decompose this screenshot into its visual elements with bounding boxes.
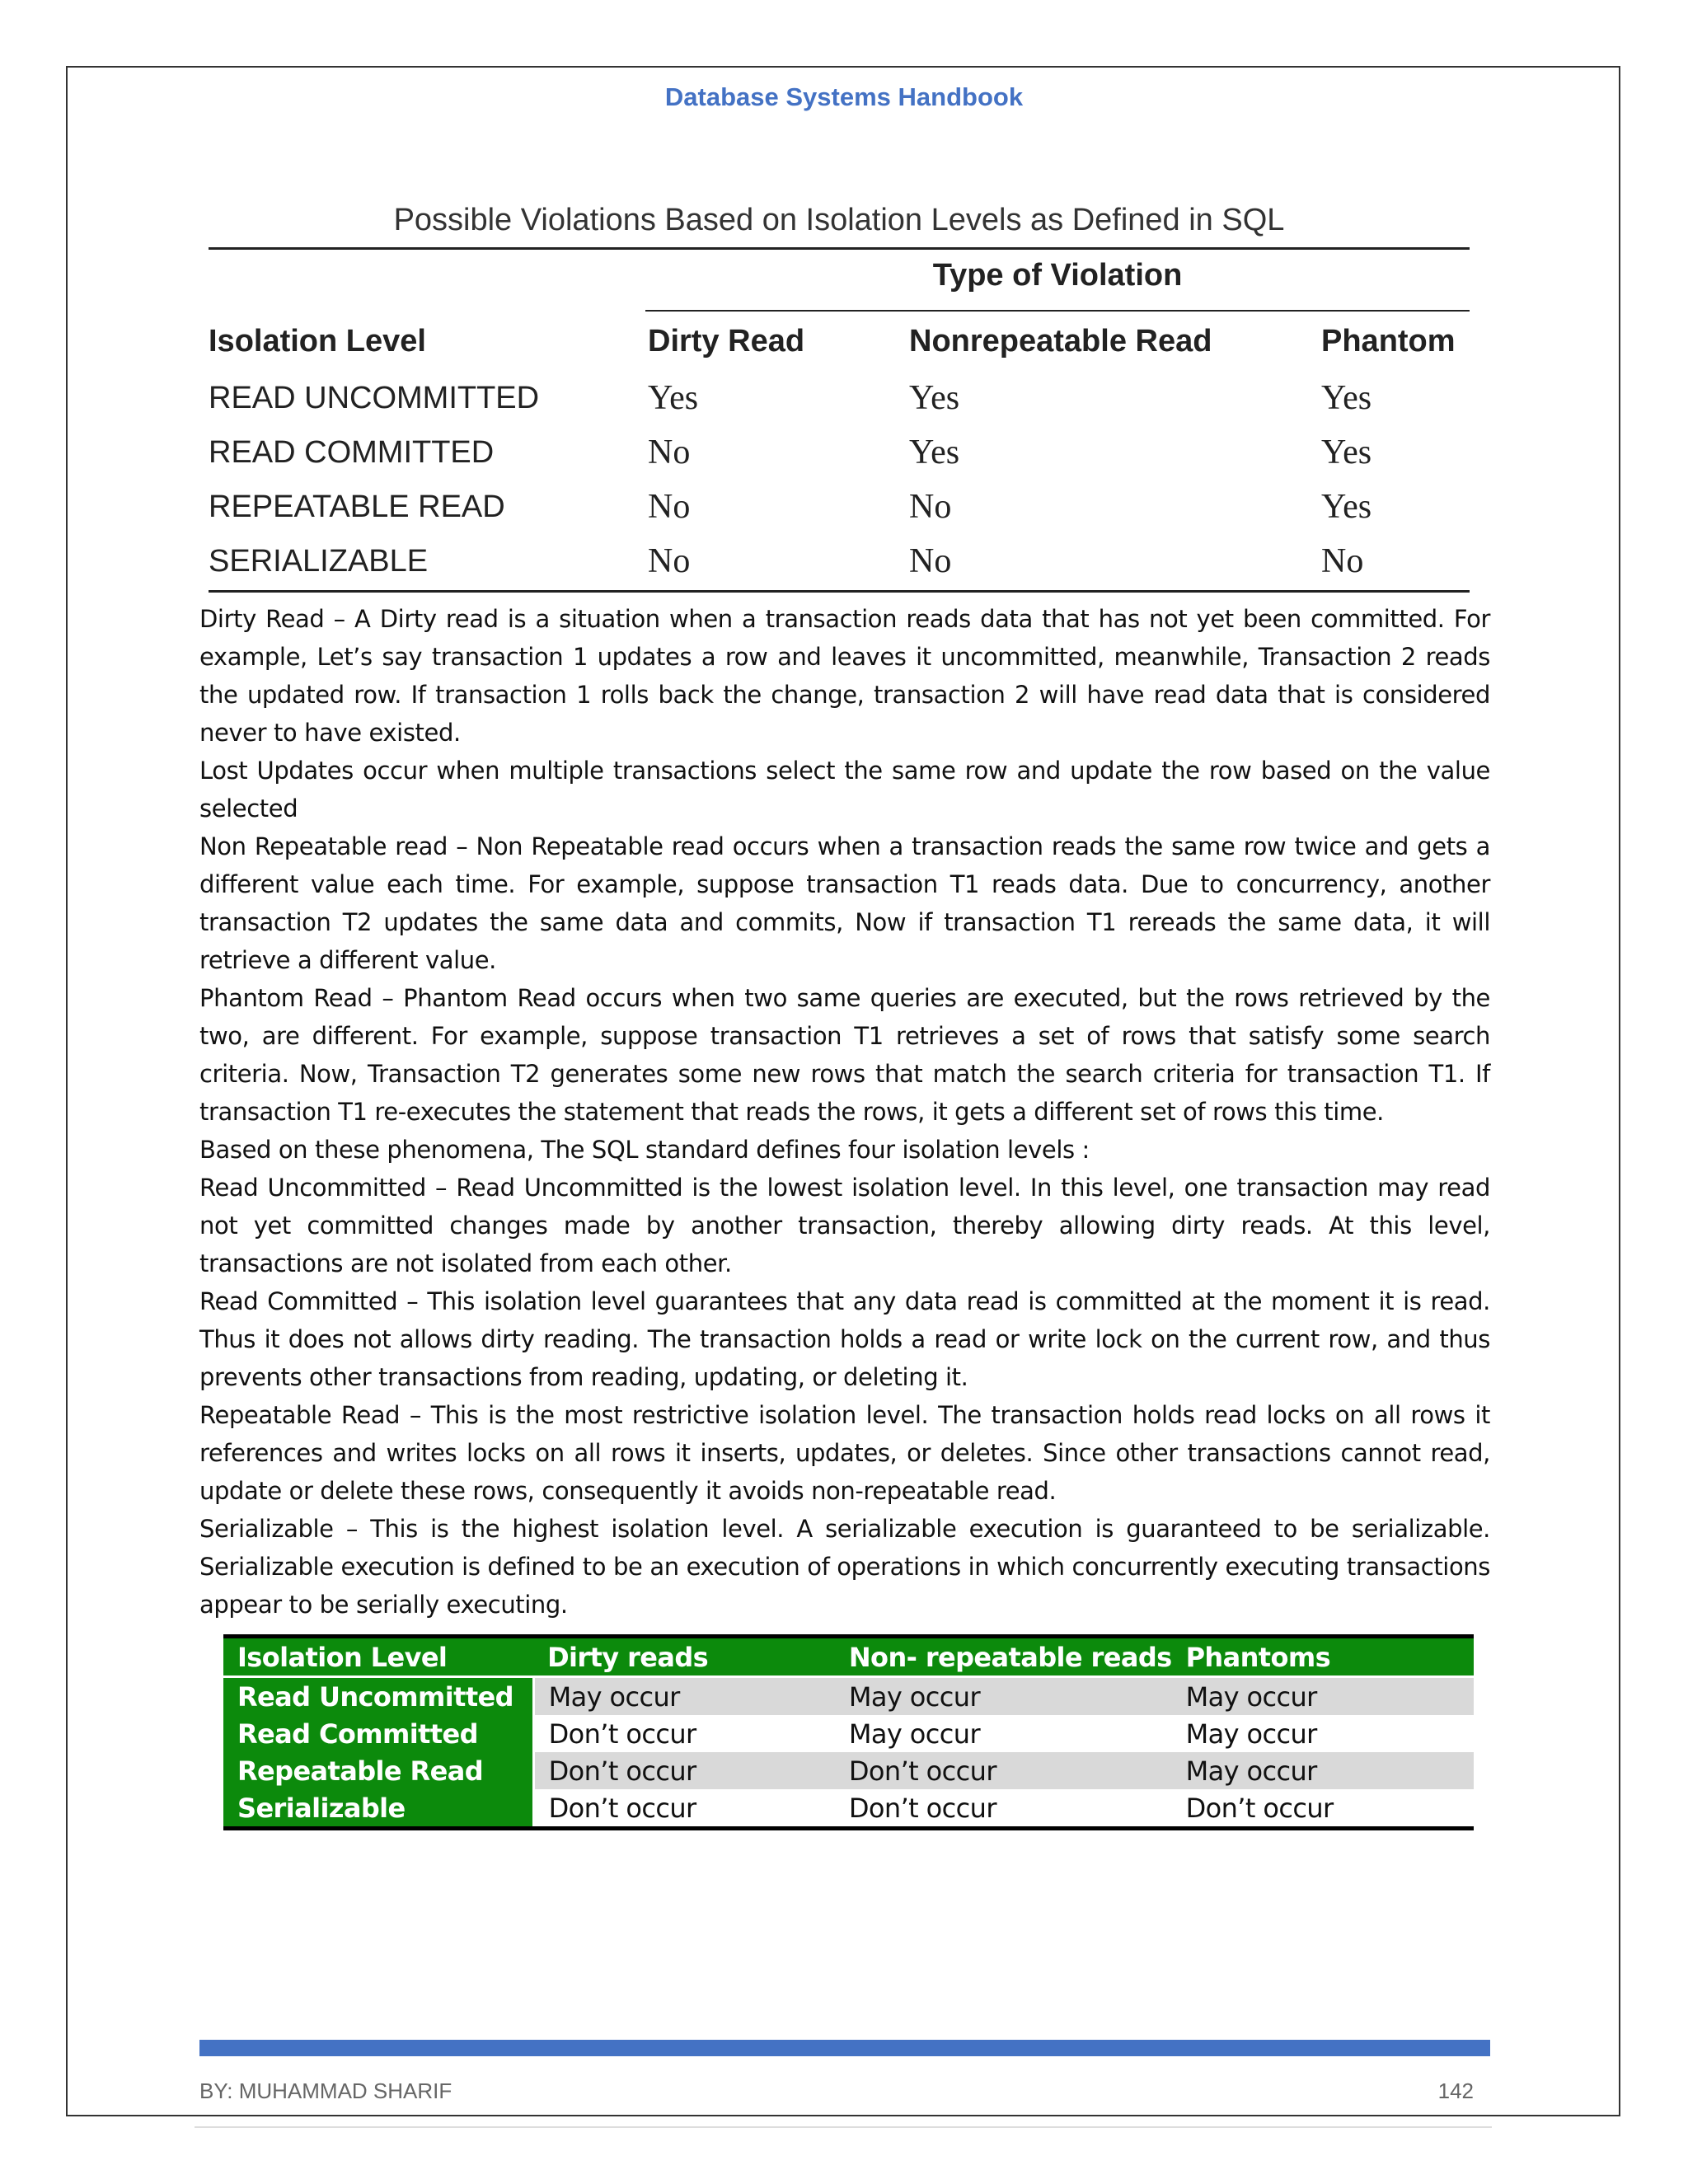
dirty-read-cell: No	[648, 434, 691, 471]
col-header-dirty-read: Dirty Read	[648, 324, 805, 359]
figure-title: Possible Violations Based on Isolation Levels as Defined in SQL	[393, 203, 1285, 237]
table-cell: May occur	[1172, 1715, 1474, 1752]
isolation-level-table	[223, 1634, 1474, 1830]
paragraph-lost-updates: Lost Updates occur when multiple transactions select the same row and update the row based on the value selected	[199, 757, 1490, 823]
table-header-row	[223, 1637, 1474, 1677]
footer-bar	[199, 2040, 1490, 2056]
figure-bottom-rule	[209, 590, 1470, 593]
isolation-level-cell: REPEATABLE READ	[209, 490, 505, 524]
dirty-read-cell: No	[648, 542, 691, 580]
isolation-violations-figure	[209, 199, 1470, 593]
row-header-cell: Read Uncommitted	[223, 1677, 533, 1716]
table-cell: Don’t occur	[533, 1789, 835, 1829]
col-header-nonrepeatable-read: Nonrepeatable Read	[909, 324, 1212, 359]
table-cell: May occur	[835, 1677, 1172, 1716]
paragraph-nonrepeatable-read: Non Repeatable read – Non Repeatable read occurs when a transaction reads the same row twice and gets a different value each time. For example, suppose transaction T1 reads data. Due to concurrency, another transaction T2 updates the same data and commits, Now if transaction T1 rereads the same data, it will retrieve a different value.	[199, 832, 1490, 974]
page-bottom-line	[195, 2126, 1492, 2128]
dirty-read-cell: No	[648, 488, 691, 526]
table-cell: Don’t occur	[835, 1789, 1172, 1829]
table-cell: Don’t occur	[1172, 1789, 1474, 1829]
col-header-isolation-level: Isolation Level	[209, 324, 426, 359]
table-cell: Don’t occur	[835, 1752, 1172, 1789]
table-row	[223, 1715, 1474, 1752]
table-cell: Don’t occur	[533, 1752, 835, 1789]
figure-group-header	[209, 250, 1470, 312]
row-header-cell: Repeatable Read	[223, 1752, 533, 1789]
figure-row	[209, 480, 1470, 534]
nonrepeatable-read-cell: No	[909, 488, 952, 526]
page-number: 142	[1437, 2079, 1474, 2103]
paragraph-repeatable-read: Repeatable Read – This is the most restrictive isolation level. The transaction holds read locks on all rows it references and writes locks on all rows it inserts, updates, or deletes. Since other transactions cannot read, update or delete these rows, consequently it avoids non-repeatable read.	[199, 1401, 1490, 1505]
paragraph-dirty-read: Dirty Read – A Dirty read is a situation when a transaction reads data that has not yet been committed. For example, Let’s say transaction 1 updates a row and leaves it uncommitted, meanwhile, Transaction 2 reads the updated row. If transaction 1 rolls back the change, transaction 2 will have read data that is considered never to have existed.	[199, 605, 1490, 747]
phantom-cell: Yes	[1321, 488, 1372, 526]
body-text	[199, 600, 1490, 1624]
row-header-cell: Read Committed	[223, 1715, 533, 1752]
phantom-cell: Yes	[1321, 379, 1372, 417]
table-header-nonrepeatable-reads: Non- repeatable reads	[835, 1637, 1172, 1677]
paragraph-four-levels: Based on these phenomena, The SQL standard defines four isolation levels :	[199, 1136, 1090, 1164]
footer-author: BY: MUHAMMAD SHARIF	[199, 2079, 452, 2103]
figure-row	[209, 371, 1470, 425]
table-cell: May occur	[1172, 1752, 1474, 1789]
table-cell: Don’t occur	[533, 1715, 835, 1752]
table-cell: May occur	[1172, 1677, 1474, 1716]
row-header-cell: Serializable	[223, 1789, 533, 1829]
isolation-level-cell: SERIALIZABLE	[209, 544, 429, 579]
nonrepeatable-read-cell: Yes	[909, 379, 960, 417]
paragraph-read-uncommitted: Read Uncommitted – Read Uncommitted is the lowest isolation level. In this level, one transaction may read not yet committed changes made by another transaction, thereby allowing dirty reads. At this level, transactions are not isolated from each other.	[199, 1174, 1490, 1277]
paragraph-phantom-read: Phantom Read – Phantom Read occurs when two same queries are executed, but the rows retrieved by the two, are different. For example, suppose transaction T1 retrieves a set of rows that satisfy some search criteria. Now, Transaction T2 generates some new rows that match the search criteria for transaction T1. If transaction T1 re-executes the statement that reads the rows, it gets a different set of rows this time.	[199, 984, 1490, 1126]
isolation-level-cell: READ COMMITTED	[209, 435, 495, 470]
figure-row	[209, 534, 1470, 588]
paragraph-serializable: Serializable – This is the highest isolation level. A serializable execution is guaranteed to be serializable. Serializable execution is defined to be an execution of operations in which concurrently executing transactions appear to be serially executing.	[199, 1515, 1490, 1619]
table-row	[223, 1789, 1474, 1829]
table-cell: May occur	[533, 1677, 835, 1716]
table-header-dirty-reads: Dirty reads	[533, 1637, 835, 1677]
phantom-cell: No	[1321, 542, 1364, 580]
table-row	[223, 1752, 1474, 1789]
phantom-cell: Yes	[1321, 434, 1372, 471]
table-cell: May occur	[835, 1715, 1172, 1752]
running-header: Database Systems Handbook	[664, 82, 1024, 111]
table-row	[223, 1677, 1474, 1716]
nonrepeatable-read-cell: Yes	[909, 434, 960, 471]
figure-header-row	[209, 312, 1470, 371]
isolation-level-cell: READ UNCOMMITTED	[209, 381, 540, 415]
table-header-phantoms: Phantoms	[1172, 1637, 1474, 1677]
dirty-read-cell: Yes	[648, 379, 699, 417]
paragraph-read-committed: Read Committed – This isolation level guarantees that any data read is committed at the moment it is read. Thus it does not allows dirty reading. The transaction holds a read or write lock on the current row, and thus prevents other transactions from reading, updating, or deleting it.	[199, 1287, 1490, 1391]
violation-type-label: Type of Violation	[932, 258, 1183, 293]
table-header-isolation-level: Isolation Level	[223, 1637, 533, 1677]
col-header-phantom: Phantom	[1321, 324, 1456, 359]
figure-row	[209, 425, 1470, 480]
nonrepeatable-read-cell: No	[909, 542, 952, 580]
